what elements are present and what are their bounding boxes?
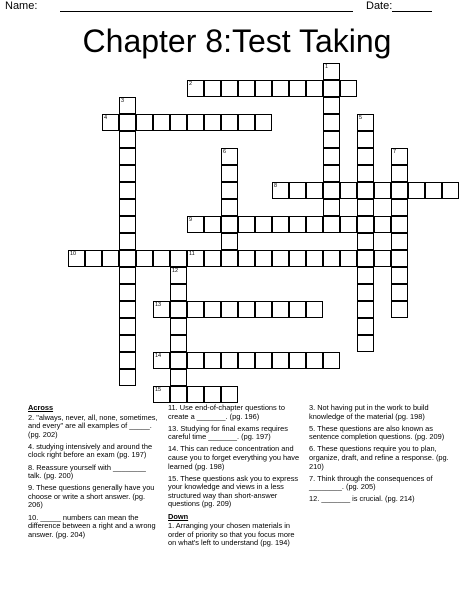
- clue-section-heading: Across: [28, 403, 54, 412]
- crossword-cell[interactable]: [204, 80, 221, 97]
- crossword-cell[interactable]: [391, 250, 408, 267]
- name-label: Name:: [5, 0, 38, 12]
- clue-number: 8: [274, 183, 278, 189]
- crossword-cell[interactable]: [357, 233, 374, 250]
- crossword-cell[interactable]: [204, 386, 221, 403]
- crossword-cell[interactable]: [391, 233, 408, 250]
- crossword-cell[interactable]: [357, 114, 374, 131]
- crossword-cell[interactable]: [238, 216, 255, 233]
- crossword-cell[interactable]: [119, 369, 136, 386]
- crossword-cell[interactable]: [102, 114, 119, 131]
- crossword-cell[interactable]: [221, 301, 238, 318]
- crossword-cell[interactable]: [153, 352, 170, 369]
- crossword-cell[interactable]: [187, 80, 204, 97]
- crossword-cell[interactable]: [255, 80, 272, 97]
- crossword-cell[interactable]: [272, 216, 289, 233]
- clue-number: 12: [172, 268, 179, 274]
- crossword-cell[interactable]: [391, 216, 408, 233]
- crossword-cell[interactable]: [357, 165, 374, 182]
- crossword-cell[interactable]: [442, 182, 459, 199]
- crossword-cell[interactable]: [323, 63, 340, 80]
- crossword-cell[interactable]: [357, 131, 374, 148]
- clue-text: 2. "always, never, all, none, sometimes, and every" are all examples of _____. (pg. 202): [28, 412, 158, 439]
- crossword-cell[interactable]: [170, 301, 187, 318]
- crossword-cell[interactable]: [289, 216, 306, 233]
- crossword-cell[interactable]: [391, 301, 408, 318]
- crossword-cell[interactable]: [119, 335, 136, 352]
- crossword-cell[interactable]: [323, 216, 340, 233]
- crossword-cell[interactable]: [119, 131, 136, 148]
- crossword-cell[interactable]: [119, 301, 136, 318]
- crossword-cell[interactable]: [238, 250, 255, 267]
- crossword-cell[interactable]: [340, 216, 357, 233]
- clue-text: 12. _______ is crucial. (pg. 214): [309, 494, 415, 504]
- crossword-cell[interactable]: [272, 352, 289, 369]
- clue-text: 4. studying intensively and around the clock right before an exam (pg. 197): [28, 441, 153, 460]
- crossword-cell[interactable]: [119, 182, 136, 199]
- crossword-cell[interactable]: [255, 114, 272, 131]
- crossword-cell[interactable]: [323, 352, 340, 369]
- crossword-cell[interactable]: [391, 148, 408, 165]
- clue-text: 1. Arranging your chosen materials in order of priority so that you focus more on what's left to understand (pg. 194): [168, 521, 295, 548]
- clue-number: 6: [223, 149, 227, 155]
- clue-text: 9. These questions generally have you choose or write a short answer. (pg. 206): [28, 483, 155, 510]
- crossword-cell[interactable]: [238, 352, 255, 369]
- clue-text: 11. Use end-of-chapter questions to create a _______. (pg. 196): [168, 403, 285, 421]
- crossword-cell[interactable]: [221, 386, 238, 403]
- crossword-cell[interactable]: [153, 386, 170, 403]
- crossword-cell[interactable]: [170, 352, 187, 369]
- clue-number: 5: [359, 115, 363, 121]
- crossword-cell[interactable]: [391, 284, 408, 301]
- crossword-cell[interactable]: [391, 199, 408, 216]
- crossword-cell[interactable]: [255, 301, 272, 318]
- clue-text: 5. These questions are also known as sentence completion questions. (pg. 209): [309, 423, 445, 442]
- crossword-cell[interactable]: [323, 114, 340, 131]
- crossword-cell[interactable]: [136, 250, 153, 267]
- crossword-cell[interactable]: [357, 267, 374, 284]
- crossword-cell[interactable]: [119, 114, 136, 131]
- crossword-cell[interactable]: [323, 165, 340, 182]
- crossword-cell[interactable]: [374, 250, 391, 267]
- crossword-cell[interactable]: [306, 80, 323, 97]
- clue-number: 10: [70, 251, 77, 257]
- crossword-cell[interactable]: [119, 216, 136, 233]
- crossword-cell[interactable]: [272, 301, 289, 318]
- crossword-cell[interactable]: [119, 199, 136, 216]
- crossword-cell[interactable]: [221, 182, 238, 199]
- clue-column-middle: [168, 404, 303, 551]
- crossword-cell[interactable]: [306, 216, 323, 233]
- crossword-cell[interactable]: [85, 250, 102, 267]
- clue-number: 14: [155, 353, 162, 359]
- crossword-cell[interactable]: [170, 386, 187, 403]
- crossword-cell[interactable]: [170, 267, 187, 284]
- crossword-cell[interactable]: [221, 80, 238, 97]
- clue-column-left: [28, 404, 158, 543]
- crossword-cell[interactable]: [221, 216, 238, 233]
- clue-column-right: [309, 404, 449, 507]
- clue-text: 13. Studying for final exams requires careful time _______. (pg. 197): [168, 423, 288, 442]
- crossword-cell[interactable]: [221, 148, 238, 165]
- crossword-cell[interactable]: [357, 199, 374, 216]
- crossword-cell[interactable]: [187, 386, 204, 403]
- crossword-cell[interactable]: [357, 335, 374, 352]
- crossword-cell[interactable]: [238, 301, 255, 318]
- clue-text: 7. Think through the consequences of ________. (pg. 205): [309, 473, 433, 492]
- crossword-cell[interactable]: [357, 182, 374, 199]
- crossword-cell[interactable]: [289, 250, 306, 267]
- clue-number: 2: [189, 81, 193, 87]
- crossword-cell[interactable]: [289, 352, 306, 369]
- crossword-cell[interactable]: [408, 182, 425, 199]
- crossword-cell[interactable]: [374, 216, 391, 233]
- crossword-cell[interactable]: [204, 250, 221, 267]
- crossword-cell[interactable]: [170, 284, 187, 301]
- crossword-cell[interactable]: [170, 318, 187, 335]
- crossword-cell[interactable]: [221, 250, 238, 267]
- crossword-cell[interactable]: [357, 148, 374, 165]
- clue-number: 9: [189, 217, 193, 223]
- crossword-cell[interactable]: [323, 131, 340, 148]
- crossword-cell[interactable]: [119, 250, 136, 267]
- clue-number: 11: [189, 251, 195, 257]
- crossword-cell[interactable]: [119, 233, 136, 250]
- crossword-cell[interactable]: [323, 97, 340, 114]
- crossword-cell[interactable]: [357, 318, 374, 335]
- crossword-cell[interactable]: [357, 301, 374, 318]
- crossword-cell[interactable]: [323, 80, 340, 97]
- crossword-cell[interactable]: [170, 369, 187, 386]
- crossword-cell[interactable]: [221, 165, 238, 182]
- crossword-cell[interactable]: [374, 182, 391, 199]
- crossword-cell[interactable]: [357, 216, 374, 233]
- crossword-cell[interactable]: [340, 80, 357, 97]
- crossword-cell[interactable]: [272, 182, 289, 199]
- crossword-cell[interactable]: [255, 352, 272, 369]
- clue-text: 8. Reassure yourself with ________ talk. (pg. 200): [28, 462, 146, 481]
- page-title: Chapter 8:Test Taking: [82, 23, 392, 59]
- crossword-cell[interactable]: [323, 148, 340, 165]
- crossword-cell[interactable]: [102, 250, 119, 267]
- crossword-cell[interactable]: [187, 216, 204, 233]
- crossword-cell[interactable]: [391, 267, 408, 284]
- crossword-cell[interactable]: [153, 114, 170, 131]
- crossword-cell[interactable]: [238, 114, 255, 131]
- crossword-cell[interactable]: [153, 301, 170, 318]
- crossword-cell[interactable]: [187, 352, 204, 369]
- clue-section-heading: Down: [168, 511, 189, 521]
- crossword-cell[interactable]: [221, 114, 238, 131]
- crossword-cell[interactable]: [340, 182, 357, 199]
- crossword-cell[interactable]: [221, 352, 238, 369]
- clue-number: 7: [393, 149, 397, 155]
- crossword-cell[interactable]: [204, 216, 221, 233]
- crossword-cell[interactable]: [119, 97, 136, 114]
- clue-number: 13: [155, 302, 162, 308]
- date-label: Date:: [366, 0, 393, 12]
- clue-number: 3: [121, 98, 125, 104]
- crossword-cell[interactable]: [204, 352, 221, 369]
- crossword-cell[interactable]: [187, 250, 204, 267]
- crossword-cell[interactable]: [119, 352, 136, 369]
- crossword-cell[interactable]: [119, 267, 136, 284]
- crossword-cell[interactable]: [238, 80, 255, 97]
- crossword-cell[interactable]: [170, 250, 187, 267]
- crossword-cell[interactable]: [425, 182, 442, 199]
- crossword-cell[interactable]: [119, 148, 136, 165]
- crossword-cell[interactable]: [136, 114, 153, 131]
- clue-number: 4: [104, 115, 108, 121]
- crossword-cell[interactable]: [119, 165, 136, 182]
- crossword-cell[interactable]: [306, 250, 323, 267]
- crossword-cell[interactable]: [170, 114, 187, 131]
- clue-text: 10. _____ numbers can mean the difference between a right and a wrong answer. (pg. 204): [28, 512, 156, 539]
- crossword-cell[interactable]: [221, 199, 238, 216]
- clue-text: 3. Not having put in the work to build knowledge of the material (pg. 198): [309, 403, 429, 421]
- clue-text: 15. These questions ask you to express your knowledge and views in a less structured way than short-answer questions (pg. 209): [168, 473, 299, 509]
- crossword-cell[interactable]: [119, 284, 136, 301]
- crossword-cell[interactable]: [391, 165, 408, 182]
- clue-text: 6. These questions require you to plan, organize, draft, and refine a response. (pg. 210): [309, 444, 449, 471]
- crossword-cell[interactable]: [323, 199, 340, 216]
- crossword-cell[interactable]: [153, 250, 170, 267]
- crossword-cell[interactable]: [357, 250, 374, 267]
- crossword-cell[interactable]: [255, 250, 272, 267]
- clue-number: 1: [325, 64, 329, 70]
- crossword-cell[interactable]: [357, 284, 374, 301]
- crossword-cell[interactable]: [187, 114, 204, 131]
- crossword-cell[interactable]: [306, 301, 323, 318]
- crossword-cell[interactable]: [221, 233, 238, 250]
- crossword-cell[interactable]: [187, 301, 204, 318]
- crossword-cell[interactable]: [272, 80, 289, 97]
- clue-list: [0, 404, 474, 604]
- crossword-cell[interactable]: [255, 216, 272, 233]
- crossword-cell[interactable]: [170, 335, 187, 352]
- crossword-cell[interactable]: [391, 182, 408, 199]
- clue-text: 14. This can reduce concentration and cause you to forget everything you have learned (pg. 198): [168, 444, 300, 471]
- crossword-cell[interactable]: [119, 318, 136, 335]
- crossword-cell[interactable]: [204, 301, 221, 318]
- crossword-cell[interactable]: [289, 80, 306, 97]
- crossword-cell[interactable]: [272, 250, 289, 267]
- crossword-cell[interactable]: [323, 250, 340, 267]
- crossword-cell[interactable]: [204, 114, 221, 131]
- crossword-cell[interactable]: [289, 301, 306, 318]
- crossword-cell[interactable]: [323, 182, 340, 199]
- crossword-cell[interactable]: [340, 250, 357, 267]
- crossword-cell[interactable]: [306, 182, 323, 199]
- crossword-cell[interactable]: [289, 182, 306, 199]
- crossword-cell[interactable]: [306, 352, 323, 369]
- crossword-cell[interactable]: [68, 250, 85, 267]
- clue-number: 15: [155, 387, 162, 393]
